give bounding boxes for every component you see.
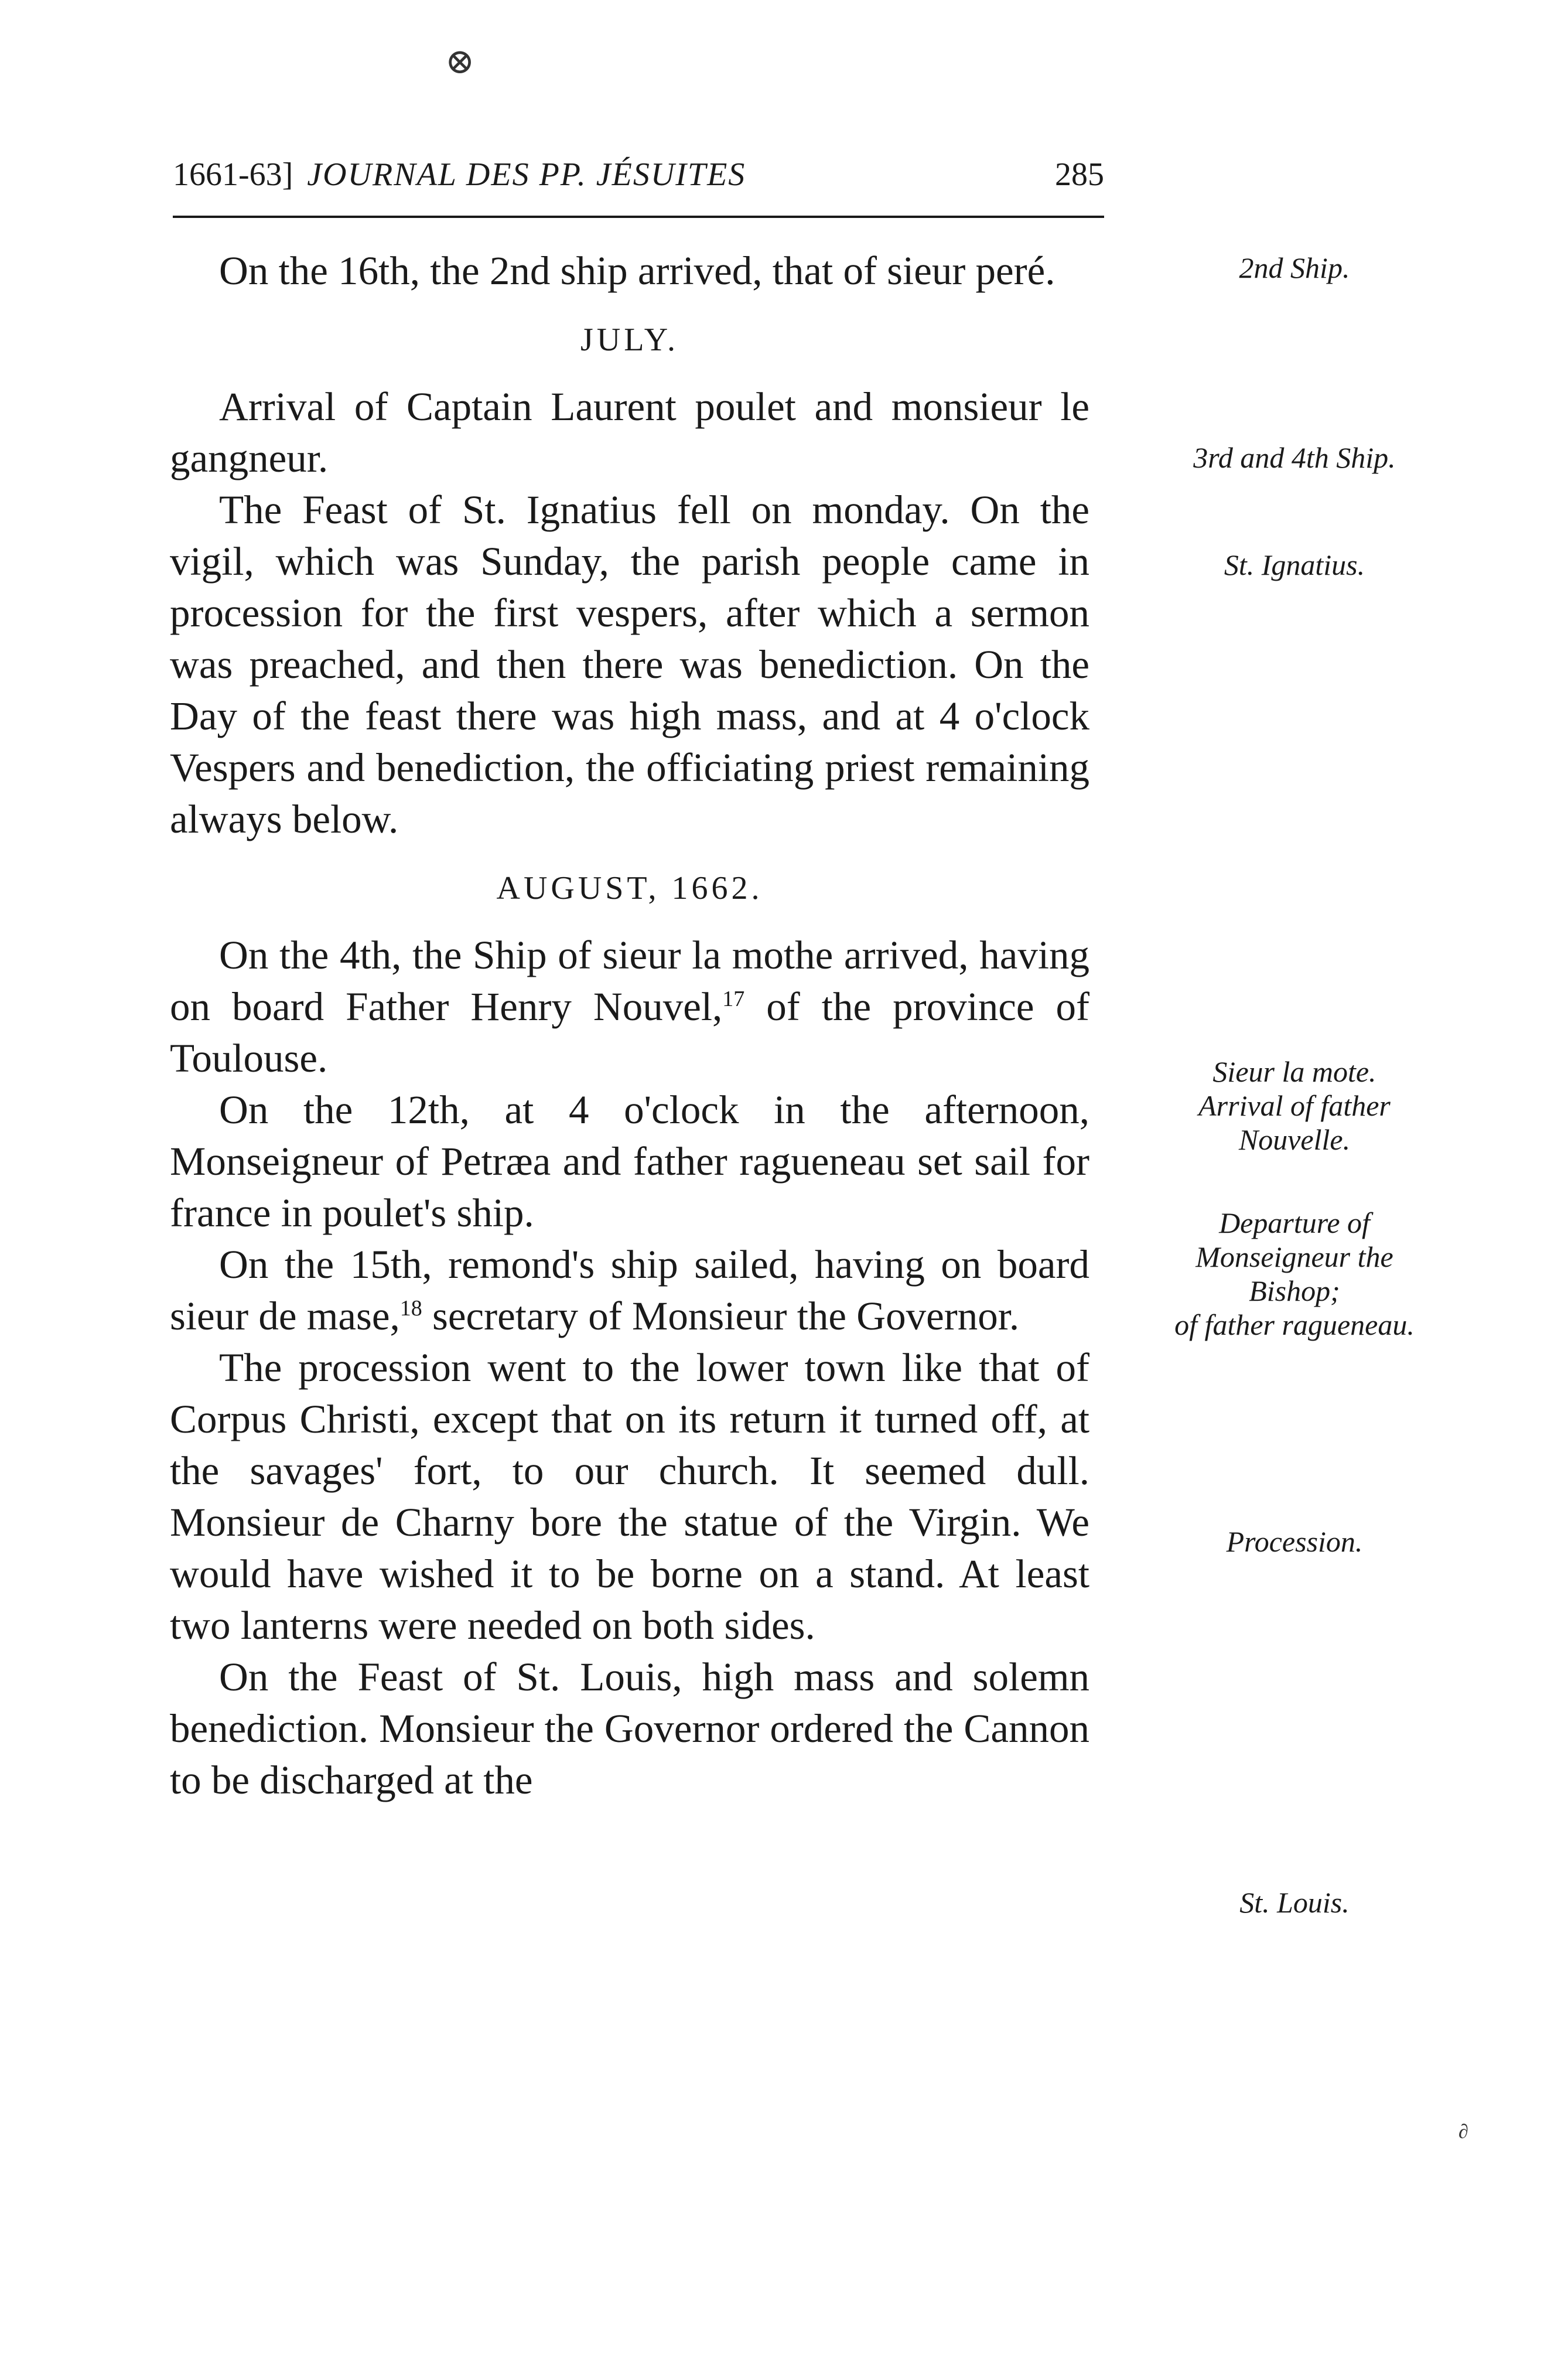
- paragraph-remond-ship: [170, 1239, 1089, 1342]
- margin-note-departure: [1095, 1206, 1494, 1342]
- paragraph-la-mothe-text-a: On the 4th, the Ship of sieur la mothe arrived, having on board Father Henry Nouvel,: [170, 933, 1089, 1029]
- header-year-range: 1661-63]: [173, 156, 293, 193]
- heading-july: JULY.: [580, 322, 679, 358]
- margin-note-departure-line1: Departure of: [1219, 1206, 1370, 1239]
- paragraph-second-ship: On the 16th, the 2nd ship arrived, that of sieur peré.: [219, 248, 1055, 293]
- margin-note-departure-line4: of father ragueneau.: [1174, 1308, 1415, 1341]
- paragraph-la-mothe: [170, 929, 1089, 1084]
- header-title: JOURNAL DES PP. JÉSUITES: [307, 156, 746, 193]
- running-header: [173, 151, 1104, 198]
- heading-august: AUGUST, 1662.: [496, 870, 763, 906]
- margin-note-departure-line2: Monseigneur the: [1195, 1240, 1393, 1273]
- margin-note-la-mote-line1: Sieur la mote.: [1212, 1055, 1376, 1088]
- main-text: [170, 245, 1089, 1806]
- margin-note-departure-line3: Bishop;: [1249, 1274, 1340, 1307]
- footnote-ref-17: 17: [722, 987, 745, 1011]
- header-left: [173, 151, 746, 198]
- ink-speck-icon: ⊗: [445, 42, 475, 81]
- footnote-ref-18: 18: [399, 1296, 422, 1321]
- paragraph-st-ignatius: The Feast of St. Ignatius fell on monday. On the vigil, which was Sunday, the parish people came in procession for the first vespers, after which a sermon was preached, and then there was benediction. On the Day of the feast there was high mass, and at 4 o'clock Vespers and benediction, the officiating priest remaining always below.: [170, 487, 1089, 841]
- margin-note-la-mote-line2: Arrival of father: [1198, 1089, 1391, 1122]
- margin-note-st-louis: St. Louis.: [1239, 1886, 1350, 1919]
- ink-speck-icon: ∂: [1458, 2121, 1468, 2143]
- paragraph-arrival-poulet: Arrival of Captain Laurent poulet and monsieur le gangneur.: [170, 384, 1089, 480]
- paragraph-remond-text-b: secretary of Monsieur the Governor.: [422, 1294, 1020, 1338]
- margin-note-la-mote: [1095, 1055, 1494, 1157]
- margin-note-st-ignatius: St. Ignatius.: [1224, 548, 1365, 581]
- page-number: 285: [1055, 156, 1104, 193]
- paragraph-procession: The procession went to the lower town like that of Corpus Christi, except that on its return it turned off, at the savages' fort, to our church. It seemed dull. Monsieur de Charny bore the statue of the Virgin. We would have wished it to be borne on a stand. At least two lanterns were needed on both sides.: [170, 1345, 1089, 1648]
- paragraph-remond-text-a: On the 15th, remond's ship sailed, having on board sieur de mase,: [170, 1242, 1089, 1338]
- header-rule: [173, 216, 1104, 218]
- margin-note-procession: Procession.: [1226, 1525, 1363, 1558]
- paragraph-departure: On the 12th, at 4 o'clock in the afternoon, Monseigneur of Petræa and father ragueneau set sail for france in poulet's ship.: [170, 1087, 1089, 1235]
- margin-note-la-mote-line3: Nouvelle.: [1238, 1123, 1351, 1156]
- paragraph-la-mothe-text-b: of the province of Toulouse.: [170, 984, 1089, 1080]
- margin-note-third-fourth-ship: 3rd and 4th Ship.: [1193, 441, 1396, 474]
- margin-note-second-ship: 2nd Ship.: [1239, 251, 1350, 284]
- paragraph-st-louis: On the Feast of St. Louis, high mass and solemn benediction. Monsieur the Governor ordered the Cannon to be discharged at the: [170, 1655, 1089, 1802]
